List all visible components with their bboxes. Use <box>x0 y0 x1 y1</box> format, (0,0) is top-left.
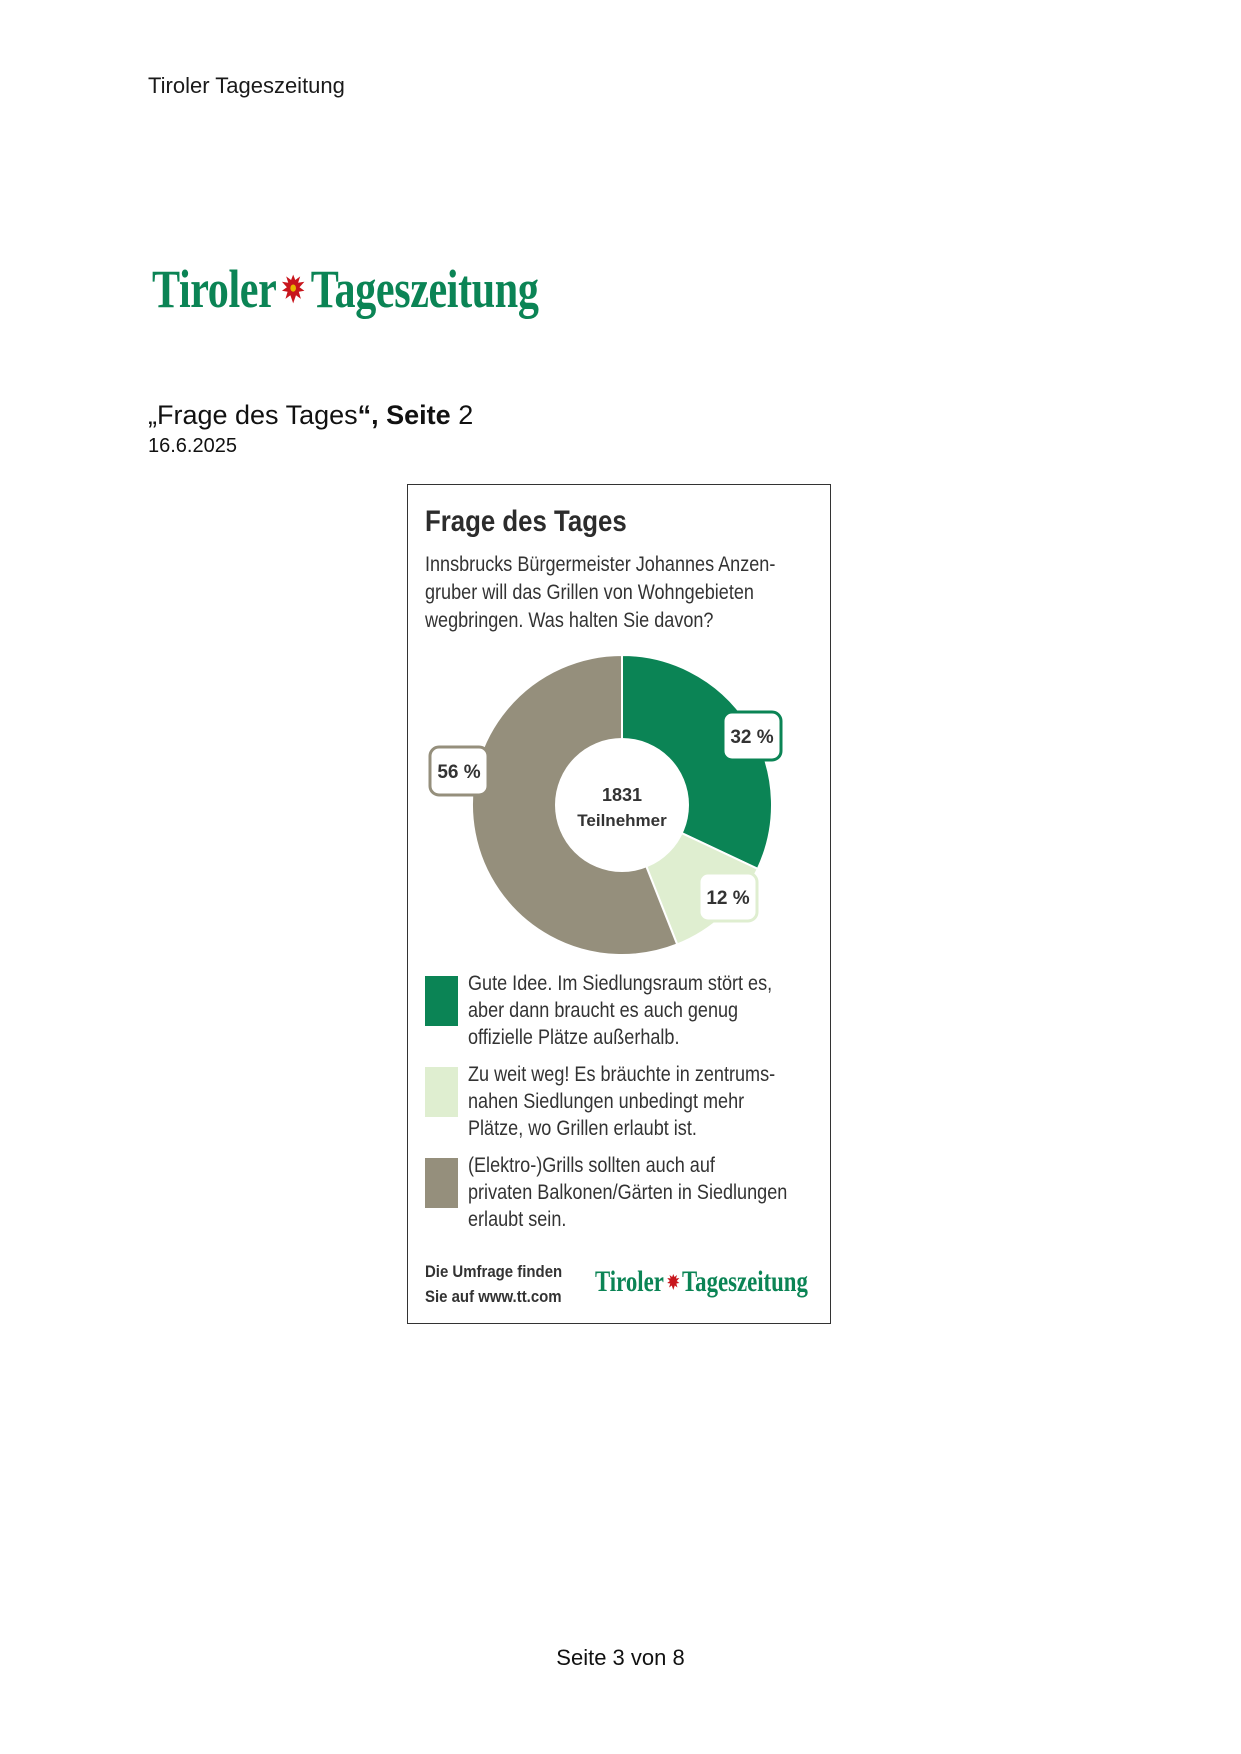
tyrol-eagle-icon <box>665 1272 680 1292</box>
logo-word-right: Tageszeitung <box>682 1265 808 1298</box>
legend-line: Plätze, wo Grillen erlaubt ist. <box>468 1117 697 1140</box>
legend-line: privaten Balkonen/Gärten in Siedlungen <box>468 1181 788 1204</box>
legend-text <box>468 970 775 1051</box>
legend-line: erlaubt sein. <box>468 1208 567 1231</box>
legend-line: nahen Siedlungen unbedingt mehr <box>468 1090 745 1113</box>
poll-legend <box>425 970 825 1243</box>
poll-donut-chart <box>408 645 832 965</box>
legend-swatch <box>425 1067 458 1117</box>
slice-label: 56 % <box>437 762 481 783</box>
logo-word-right: Tageszeitung <box>310 259 539 319</box>
legend-line: (Elektro-)Grills sollten auch auf <box>468 1154 715 1177</box>
publication-logo <box>152 259 539 319</box>
question-line: Innsbrucks Bürgermeister Johannes Anzen- <box>425 553 776 576</box>
legend-line: Gute Idee. Im Siedlungsraum stört es, <box>468 972 773 995</box>
article-date: 16.6.2025 <box>148 435 237 457</box>
logo-word-left: Tiroler <box>152 259 277 319</box>
poll-card <box>407 484 831 1324</box>
legend-text <box>468 1152 787 1233</box>
legend-item <box>425 970 825 1051</box>
article-title <box>148 400 473 431</box>
legend-swatch <box>425 1158 458 1208</box>
participant-label: Teilnehmer <box>577 811 667 830</box>
article-title-separator: “, <box>357 400 387 430</box>
donut-hole <box>555 738 689 872</box>
tyrol-eagle-icon <box>280 271 308 307</box>
question-line: wegbringen. Was halten Sie davon? <box>425 609 714 632</box>
legend-swatch <box>425 976 458 1026</box>
card-logo <box>595 1267 808 1297</box>
poll-question <box>425 551 786 635</box>
poll-title: Frage des Tages <box>425 505 627 538</box>
participant-count: 1831 <box>601 785 643 805</box>
footer-note-line: Sie auf www.tt.com <box>425 1287 562 1306</box>
question-line: gruber will das Grillen von Wohngebieten <box>425 581 754 604</box>
legend-item <box>425 1061 825 1142</box>
slice-label: 32 % <box>730 727 774 748</box>
article-title-page: 2 <box>450 400 474 430</box>
poll-footer-note <box>425 1259 562 1309</box>
running-header: Tiroler Tageszeitung <box>148 73 345 98</box>
legend-item <box>425 1152 825 1233</box>
footer-note-line: Die Umfrage finden <box>425 1262 563 1281</box>
page-number: Seite 3 von 8 <box>556 1645 685 1670</box>
article-title-seite: Seite <box>386 400 451 430</box>
legend-line: Zu weit weg! Es bräuchte in zentrums- <box>468 1063 776 1086</box>
legend-text <box>468 1061 775 1142</box>
legend-line: aber dann braucht es auch genug <box>468 999 739 1022</box>
logo-word-left: Tiroler <box>595 1265 664 1298</box>
article-title-name: „Frage des Tages <box>148 400 358 430</box>
slice-label: 12 % <box>706 888 750 909</box>
legend-line: offizielle Plätze außerhalb. <box>468 1026 680 1049</box>
